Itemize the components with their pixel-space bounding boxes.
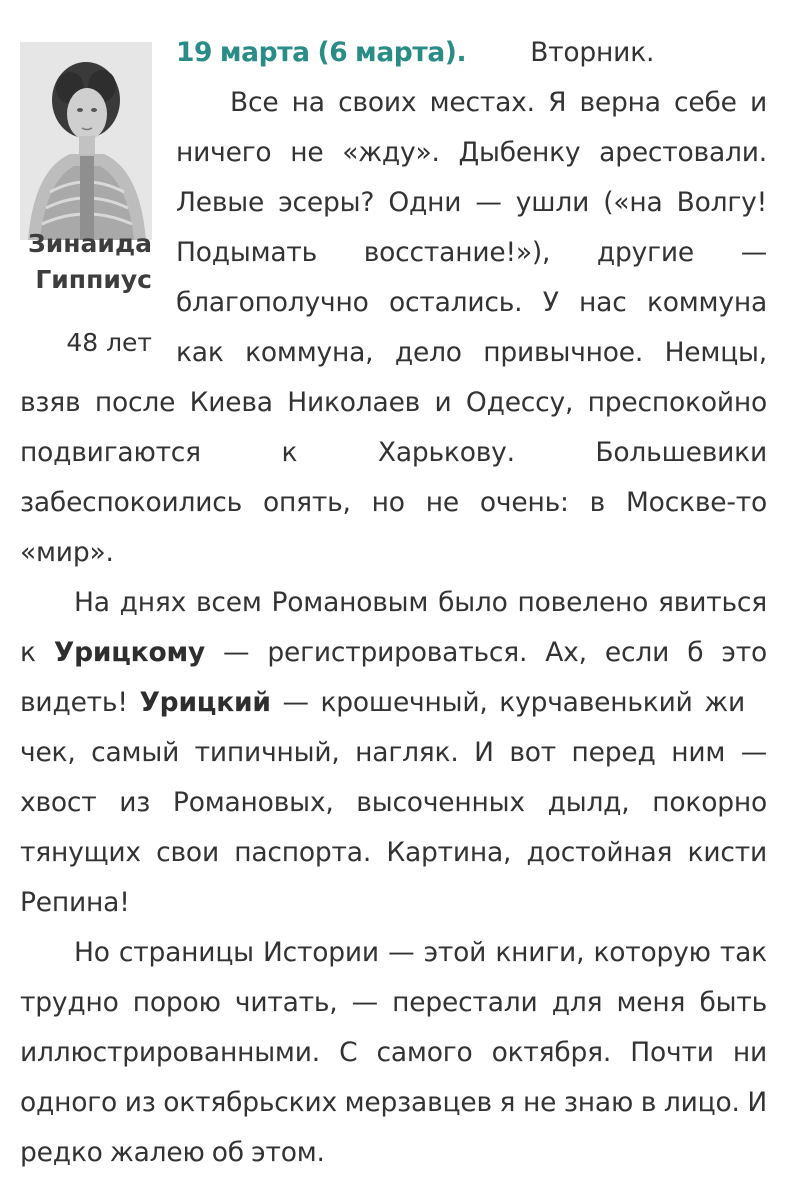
author-first-name: Зинаида [28, 229, 152, 258]
entry-weekday: Вторник. [530, 37, 655, 68]
author-sidebar [20, 28, 154, 368]
paragraph-2-part-1: На днях всем Романовым было повелено явиться к [20, 587, 767, 668]
author-last-name: Гиппиус [35, 265, 152, 294]
paragraph-3: Но страницы Истории — этой книги, которую так трудно порою читать, — перестали для меня быть иллюстрированными. С самого октября. Почти ни одного из октябрьских мерзавцев я не знаю в лицо. И редко жалею об этом. [20, 937, 767, 1168]
name-uritsky-1: Урицкому [53, 637, 205, 668]
author-portrait [20, 42, 152, 240]
diary-page [20, 28, 767, 1178]
entry-date: 19 марта (6 марта). [176, 37, 467, 68]
paragraph-2-part-4: чек, самый типичный, нагляк. И вот перед ним — хвост из Романовых, высоченных дылд, покорно тянущих свои паспорта. Картина, достойная кисти Репина! [20, 737, 767, 918]
name-uritsky-2: Урицкий [139, 687, 271, 718]
paragraph-1: Все на своих местах. Я верна себе и ничего не «жду». Дыбенку арестовали. Левые эсеры? Одни — ушли («на Волгу! Подымать восстание!»), другие — благополучно остались. У нас коммуна как коммуна, дело привычное. Немцы, взяв после Киева Николаев и Одессу, преспокойно подвигаются к Харькову. Большевики забеспокоились опять, но не очень: в Москве-то «мир». [20, 87, 767, 568]
paragraph-2-part-2: — регистрироваться. Ах, если б это видеть! [20, 637, 767, 718]
author-age: 48 лет [66, 328, 152, 357]
paragraph-2-part-3: — крошечный, курчавенький жи [270, 687, 746, 718]
paragraph-2 [20, 578, 767, 928]
author-name [20, 226, 152, 298]
